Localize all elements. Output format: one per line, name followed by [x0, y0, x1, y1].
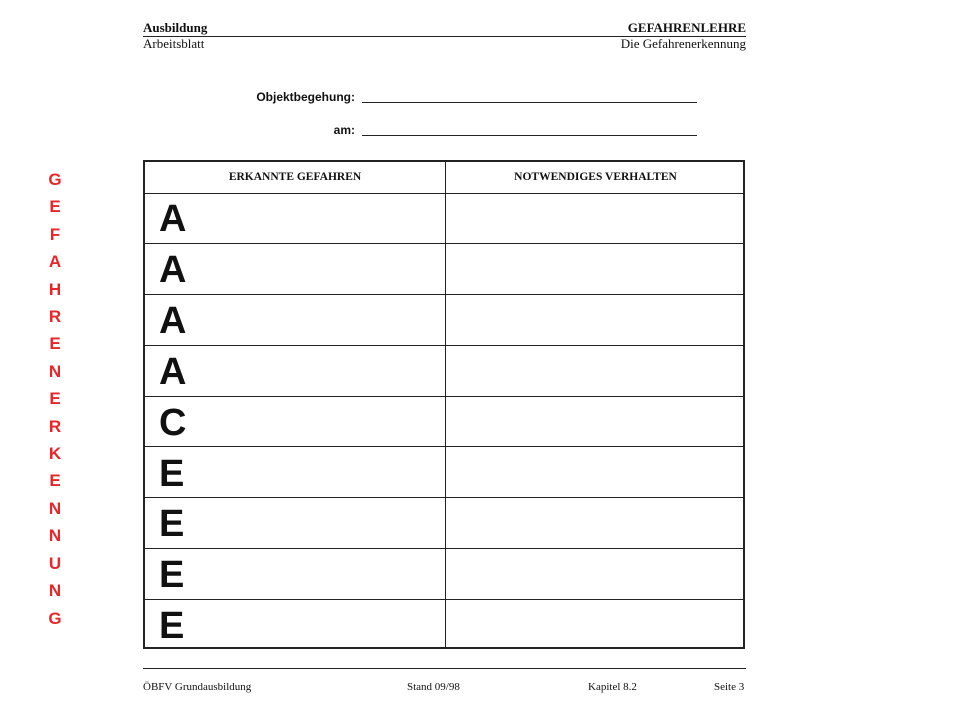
vertical-letter: F — [49, 224, 61, 244]
vertical-letter: E — [49, 197, 61, 217]
hazard-mark: A — [159, 350, 187, 393]
vertical-letter: G — [48, 608, 62, 628]
hazard-mark: A — [159, 248, 187, 291]
footer-kapitel: Kapitel 8.2 — [588, 681, 637, 693]
table-row — [145, 346, 743, 397]
cell-erkannte-gefahr[interactable] — [145, 448, 445, 498]
header-right-subtitle: Die Gefahrenerkennung — [620, 36, 746, 51]
cell-notwendiges-verhalten[interactable] — [446, 448, 743, 498]
cell-notwendiges-verhalten[interactable] — [446, 244, 743, 294]
vertical-letter: E — [49, 334, 61, 354]
vertical-letter: U — [48, 553, 62, 573]
vertical-letter: N — [48, 526, 62, 546]
hazard-mark: E — [159, 554, 185, 597]
cell-erkannte-gefahr[interactable] — [145, 346, 445, 396]
vertical-letter: E — [49, 389, 61, 409]
hazard-mark: C — [159, 401, 187, 444]
am-label: am: — [333, 123, 355, 137]
vertical-letter: N — [48, 498, 62, 518]
table-row — [145, 448, 743, 499]
hazard-mark: E — [159, 503, 185, 546]
am-input-line[interactable] — [362, 135, 697, 136]
vertical-letter: N — [48, 581, 62, 601]
hazard-mark: A — [159, 299, 187, 342]
am-field-label-wrap — [160, 123, 355, 139]
cell-notwendiges-verhalten[interactable] — [446, 397, 743, 447]
hazard-table — [143, 160, 745, 649]
cell-notwendiges-verhalten[interactable] — [446, 549, 743, 599]
table-row — [145, 498, 743, 549]
vertical-letter: R — [48, 416, 62, 436]
footer-org: ÖBFV Grundausbildung — [143, 681, 252, 693]
header-left-title: Ausbildung — [143, 20, 208, 35]
vertical-letter: E — [49, 471, 61, 491]
cell-notwendiges-verhalten[interactable] — [446, 600, 743, 651]
cell-erkannte-gefahr[interactable] — [145, 244, 445, 294]
table-row — [145, 397, 743, 448]
table-row — [145, 244, 743, 295]
footer-seite: Seite 3 — [714, 681, 745, 693]
cell-erkannte-gefahr[interactable] — [145, 397, 445, 447]
objektbegehung-label: Objektbegehung: — [256, 90, 355, 104]
cell-erkannte-gefahr[interactable] — [145, 600, 445, 651]
cell-notwendiges-verhalten[interactable] — [446, 498, 743, 548]
objektbegehung-input-line[interactable] — [362, 102, 697, 103]
column-header-notwendiges-verhalten: NOTWENDIGES VERHALTEN — [514, 171, 677, 183]
vertical-letter: R — [48, 307, 62, 327]
column-header-erkannte-gefahren: ERKANNTE GEFAHREN — [228, 171, 362, 183]
hazard-mark: A — [159, 198, 187, 240]
vertical-letter: H — [48, 279, 62, 299]
header-divider — [143, 36, 746, 37]
cell-notwendiges-verhalten[interactable] — [446, 346, 743, 396]
cell-erkannte-gefahr[interactable] — [145, 193, 445, 243]
cell-erkannte-gefahr[interactable] — [145, 498, 445, 548]
vertical-title-gefahrenerkennung — [40, 166, 70, 632]
vertical-letter: K — [48, 444, 62, 464]
table-row — [145, 549, 743, 600]
vertical-letter: G — [48, 170, 62, 189]
hazard-mark: E — [159, 452, 185, 495]
cell-notwendiges-verhalten[interactable] — [446, 295, 743, 345]
cell-erkannte-gefahr[interactable] — [145, 295, 445, 345]
hazard-mark: E — [159, 605, 185, 648]
table-header — [145, 162, 743, 194]
vertical-letter: N — [48, 361, 62, 381]
table-row — [145, 295, 743, 346]
vertical-letter: A — [48, 252, 62, 272]
header-left-subtitle: Arbeitsblatt — [143, 36, 205, 51]
cell-erkannte-gefahr[interactable] — [145, 549, 445, 599]
table-row — [145, 193, 743, 244]
table-row — [145, 600, 743, 651]
footer-stand: Stand 09/98 — [407, 681, 460, 693]
footer-divider — [143, 668, 746, 669]
objekt-field-label-wrap — [160, 90, 355, 106]
cell-notwendiges-verhalten[interactable] — [446, 193, 743, 243]
header-right-title: GEFAHRENLEHRE — [627, 20, 746, 35]
